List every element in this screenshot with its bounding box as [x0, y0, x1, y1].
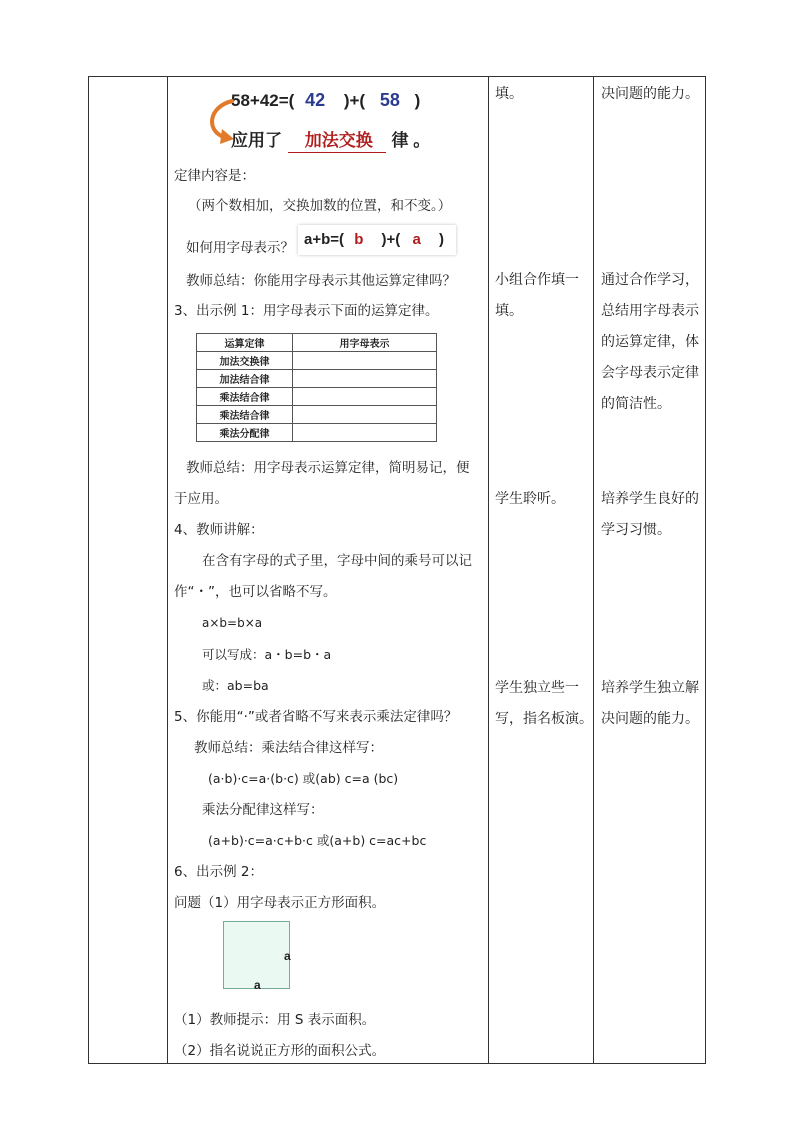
- law-table-blank: [293, 388, 437, 406]
- question-5: 5、你能用“·”或者省略不写来表示乘法定律吗？: [174, 709, 458, 725]
- law-table-row: 乘法分配律: [197, 424, 293, 442]
- law-table-header: 运算定律: [197, 334, 293, 352]
- formula-5: (a+b)·c=a·c+b·c 或(a+b) c=ac+bc: [208, 833, 427, 848]
- teacher-summary-2-cont: 于应用。: [174, 491, 228, 507]
- letter-formula-lhs: a+b=(: [304, 231, 345, 248]
- content-text: （两个数相加，交换加数的位置，和不变。）: [188, 198, 452, 214]
- letter-formula-box: [298, 225, 456, 255]
- law-table-row: 加法结合律: [197, 370, 293, 388]
- letter-formula-mid: )+(: [381, 231, 401, 248]
- applied-suffix: 律 。: [391, 131, 431, 150]
- law-table: [196, 333, 437, 442]
- intent-2: 的运算定律，体: [601, 334, 699, 350]
- letter-question: 如何用字母表示？: [186, 240, 294, 256]
- intent-2: 的简洁性。: [601, 396, 671, 412]
- commutative-equation: [231, 91, 420, 110]
- hint-1: （1）教师提示：用 S 表示面积。: [174, 1012, 376, 1028]
- intent-4: 培养学生独立解: [601, 680, 699, 696]
- applied-law-line: [231, 132, 430, 150]
- intent-2: 会字母表示定律: [601, 365, 699, 381]
- law-table-blank: [293, 424, 437, 442]
- answer-underline: [288, 152, 386, 153]
- intent-3: 学习习惯。: [601, 522, 671, 538]
- activity-2-cont: 填。: [495, 303, 523, 319]
- teacher-summary-1: 教师总结：你能用字母表示其他运算定律吗？: [186, 273, 456, 289]
- explain-text-cont: 作“・”，也可以省略不写。: [174, 584, 337, 600]
- law-table-row: 乘法结合律: [197, 388, 293, 406]
- applied-law-answer: 加法交换: [304, 131, 373, 150]
- equation-mid: )+(: [343, 91, 366, 110]
- activity-3: 学生聆听。: [495, 491, 565, 507]
- activity-2: 小组合作填一: [495, 272, 579, 288]
- law-table-blank: [293, 406, 437, 424]
- example-1-title: 3、出示例 1：用字母表示下面的运算定律。: [174, 303, 439, 319]
- letter-formula: [304, 231, 444, 249]
- law-table-blank: [293, 370, 437, 388]
- applied-prefix: 应用了: [231, 131, 282, 150]
- intent-2: 总结用字母表示: [601, 303, 699, 319]
- teacher-summary-3: 教师总结：乘法结合律这样写：: [194, 740, 383, 756]
- lesson-table: [88, 76, 706, 1064]
- equation-lhs: 58+42=(: [231, 91, 295, 110]
- intent-1: 决问题的能力。: [601, 86, 699, 102]
- square-side-label: a: [284, 949, 291, 963]
- law-table-row: 加法交换律: [197, 352, 293, 370]
- formula-3: 或：ab=ba: [202, 678, 269, 693]
- content-label: 定律内容是：: [174, 168, 255, 184]
- intent-4: 决问题的能力。: [601, 711, 699, 727]
- explain-text: 在含有字母的式子里，字母中间的乘号可以记: [202, 553, 472, 569]
- intent-2: 通过合作学习，: [601, 272, 699, 288]
- student-activity-cell: [489, 77, 593, 1063]
- teaching-process-cell: [168, 77, 488, 1063]
- law-table-header: 用字母表示: [293, 334, 437, 352]
- law-table-blank: [293, 352, 437, 370]
- square-bottom-label: a: [254, 978, 261, 992]
- answer-blank-1: 42: [305, 90, 326, 110]
- formula-1: a×b=b×a: [202, 616, 263, 630]
- answer-blank-2: 58: [379, 90, 400, 110]
- distributive-title: 乘法分配律这样写：: [202, 802, 324, 818]
- activity-1: 填。: [495, 86, 523, 102]
- formula-2: 可以写成：a・b=b・a: [202, 647, 332, 662]
- law-table-row: 乘法结合律: [197, 406, 293, 424]
- letter-answer-1: b: [354, 231, 364, 248]
- letter-formula-end: ): [438, 231, 444, 248]
- hint-2: （2）指名说说正方形的面积公式。: [174, 1043, 386, 1059]
- equation-end: ): [414, 91, 421, 110]
- activity-4-cont: 写，指名板演。: [495, 711, 593, 727]
- formula-4: (a·b)·c=a·(b·c) 或(ab) c=a (bc): [208, 771, 399, 786]
- explain-title: 4、教师讲解：: [174, 522, 264, 538]
- intent-3: 培养学生良好的: [601, 491, 699, 507]
- letter-answer-2: a: [412, 231, 421, 248]
- teacher-summary-2: 教师总结：用字母表示运算定律，简明易记，便: [186, 460, 470, 476]
- design-intent-cell: [594, 77, 705, 1063]
- example-2-title: 6、出示例 2：: [174, 864, 263, 880]
- problem-1: 问题（1）用字母表示正方形面积。: [174, 895, 386, 911]
- activity-4: 学生独立些一: [495, 680, 579, 696]
